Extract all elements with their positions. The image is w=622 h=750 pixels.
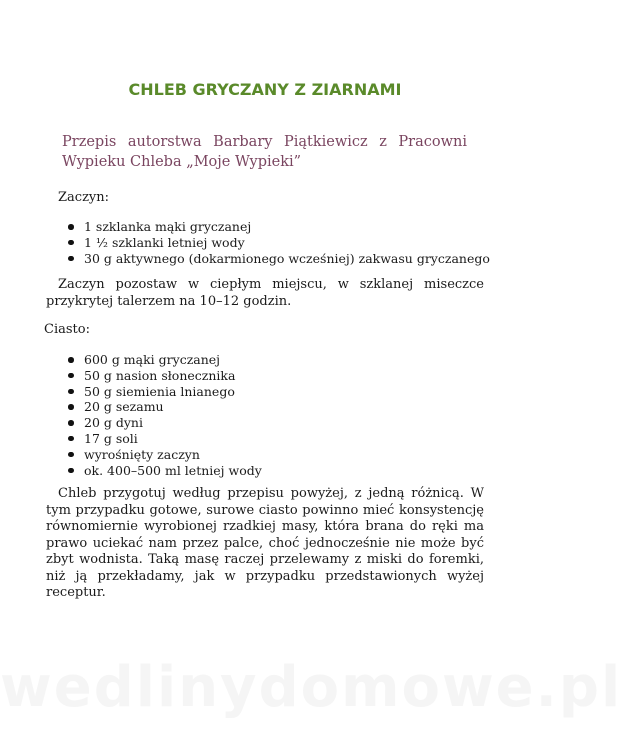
method-paragraph: Chleb przygotuj według przepisu powyżej, z jedną różnicą. W tym przypadku gotowe, surowe ciasto powinno mieć konsystencję równomiernie wyrobionej rzadkiej masy, która brana do ręki ma prawo uciekać nam przez palce, choć jednocześnie nie może być zbyt wodnista. Taką masę raczej przelewamy z miski do foremki, niż ją przekładamy, jak w przypadku przedstawionych wyżej receptur. <box>46 486 484 600</box>
ciasto-ingredient-list <box>64 352 262 478</box>
list-item: wyrośnięty zaczyn <box>64 447 262 463</box>
zaczyn-heading: Zaczyn: <box>58 190 110 205</box>
zaczyn-ingredient-list <box>64 219 490 266</box>
list-item: 600 g mąki gryczanej <box>64 352 262 368</box>
list-item: 20 g sezamu <box>64 399 262 415</box>
list-item: 20 g dyni <box>64 415 262 431</box>
list-item: 1 ½ szklanki letniej wody <box>64 235 490 251</box>
list-item: 17 g soli <box>64 431 262 447</box>
recipe-intro: Przepis autorstwa Barbary Piątkiewicz z Pracowni Wypieku Chleba „Moje Wypieki” <box>62 134 467 170</box>
list-item: 50 g nasion słonecznika <box>64 368 262 384</box>
zaczyn-note: Zaczyn pozostaw w ciepłym miejscu, w szklanej miseczce przykrytej talerzem na 10–12 godzin. <box>46 277 484 309</box>
list-item: 30 g aktywnego (dokarmionego wcześniej) zakwasu gryczanego <box>64 251 490 267</box>
list-item: 50 g siemienia lnianego <box>64 384 262 400</box>
ciasto-heading: Ciasto: <box>44 322 90 337</box>
list-item: ok. 400–500 ml letniej wody <box>64 463 262 479</box>
list-item: 1 szklanka mąki gryczanej <box>64 219 490 235</box>
site-watermark: wedlinydomowe.pl <box>0 655 622 720</box>
recipe-title: CHLEB GRYCZANY Z ZIARNAMI <box>128 80 402 99</box>
